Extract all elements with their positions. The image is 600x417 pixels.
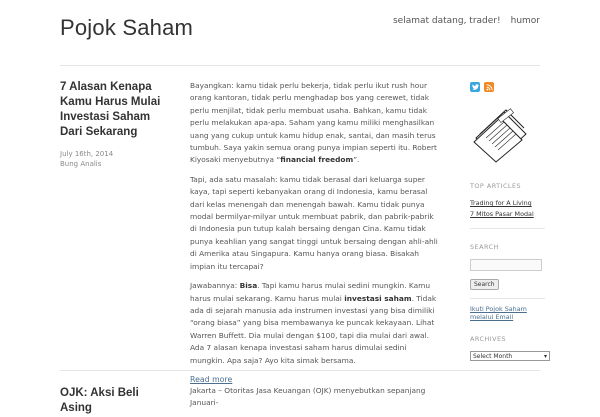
read-more-link[interactable]: Read more	[190, 374, 233, 384]
daily-news-newspaper-icon	[470, 104, 530, 164]
post-paragraph: Jakarta – Otoritas Jasa Keuangan (OJK) menyebutkan sepanjang Januari-	[190, 386, 426, 408]
social-icons	[470, 82, 545, 92]
rss-icon[interactable]	[484, 82, 494, 92]
post-meta	[60, 386, 170, 416]
email-follow-link[interactable]: Ikuti Pojok Saham melalui Email	[470, 305, 527, 321]
bold-text: financial freedom	[280, 155, 354, 165]
post-divider	[60, 370, 540, 371]
post-meta	[60, 80, 170, 169]
twitter-icon[interactable]	[470, 82, 480, 92]
search-title: SEARCH	[470, 243, 499, 251]
bold-text: investasi saham	[344, 293, 412, 303]
chevron-down-icon: ▾	[543, 352, 547, 360]
post-category[interactable]: Bung Analis	[60, 160, 102, 168]
post-date: July 16th, 2014	[60, 150, 114, 158]
post-paragraph: Bayangkan: kamu tidak perlu bekerja, tidak perlu ikut rush hour orang kantoran, tidak perlu menghadap bos yang cerewet, tidak perlu menjilat, tidak perlu membuat usaha. Bahkan, kamu tidak perlu melakukan apa-apa. Saham yang kamu miliki menghasilkan uang yang cukup untuk kamu hidup enak, santai, dan masih terus tumbuh. Saya yakin semua orang punya impian seperti itu. Robert Kiyosaki menyebutnya “financial freedom”.	[190, 81, 437, 165]
nav-item-humor[interactable]: humor	[510, 16, 540, 26]
search-button[interactable]: Search	[470, 279, 499, 290]
top-articles-title: TOP ARTICLES	[470, 182, 522, 190]
post-paragraph: Jawabannya: Bisa. Tapi kamu harus mulai sedini mungkin. Kamu harus mulai sekarang. Kamu harus mulai investasi saham. Tidak ada di sejarah manusia ada instrumen investasi yang bisa dimiliki “orang biasa” yang bisa membawanya ke puncak kekayaan. Lihat Warren Buffett. Dia mulai dengan $100, tapi dia mulai dari awal. Ada 7 alasan kenapa investasi saham harus dimulai sedini mungkin. Apa saja? Ayo kita simak bersama.	[190, 281, 437, 365]
search-input[interactable]	[470, 259, 542, 271]
archives-select[interactable]	[470, 351, 550, 361]
archives-title: ARCHIVES	[470, 335, 507, 343]
archives-selected-value: Select Month	[473, 352, 513, 360]
top-nav	[393, 16, 540, 26]
site-title[interactable]: Pojok Saham	[60, 15, 194, 40]
bold-text: Bisa	[239, 281, 258, 291]
sidebar-divider	[470, 228, 545, 229]
top-article-link[interactable]: Trading for A Living	[470, 199, 532, 207]
post-content	[190, 385, 440, 417]
post-paragraph: Tapi, ada satu masalah: kamu tidak berasal dari keluarga super kaya, tapi seperti kebanyakan orang di Indonesia, kamu berasal dari kelas menengah dan menengah bawah. Kamu tidak punya modal bermilyar-milyar untuk membuat pabrik, dan pabrik-pabrik di Indonesia pun tutup kalah bersaing dengan Cina. Kamu tidak punya keahlian yang sangat tinggi untuk bersaing dengan ahli-ahli di Amerika atau Singapura. Kamu hanya orang biasa. Bisakah impian itu tercapai?	[190, 174, 438, 271]
post-title[interactable]: OJK: Aksi Beli Asing	[60, 387, 139, 414]
header-divider	[60, 65, 540, 66]
nav-item-welcome[interactable]: selamat datang, trader!	[392, 16, 501, 26]
sidebar	[470, 82, 545, 361]
post-content	[190, 80, 440, 386]
top-article-link[interactable]: 7 Mitos Pasar Modal	[470, 210, 534, 218]
sidebar-divider	[470, 298, 545, 299]
post-title[interactable]: 7 Alasan Kenapa Kamu Harus Mulai Investasi Saham Dari Sekarang	[60, 81, 161, 138]
